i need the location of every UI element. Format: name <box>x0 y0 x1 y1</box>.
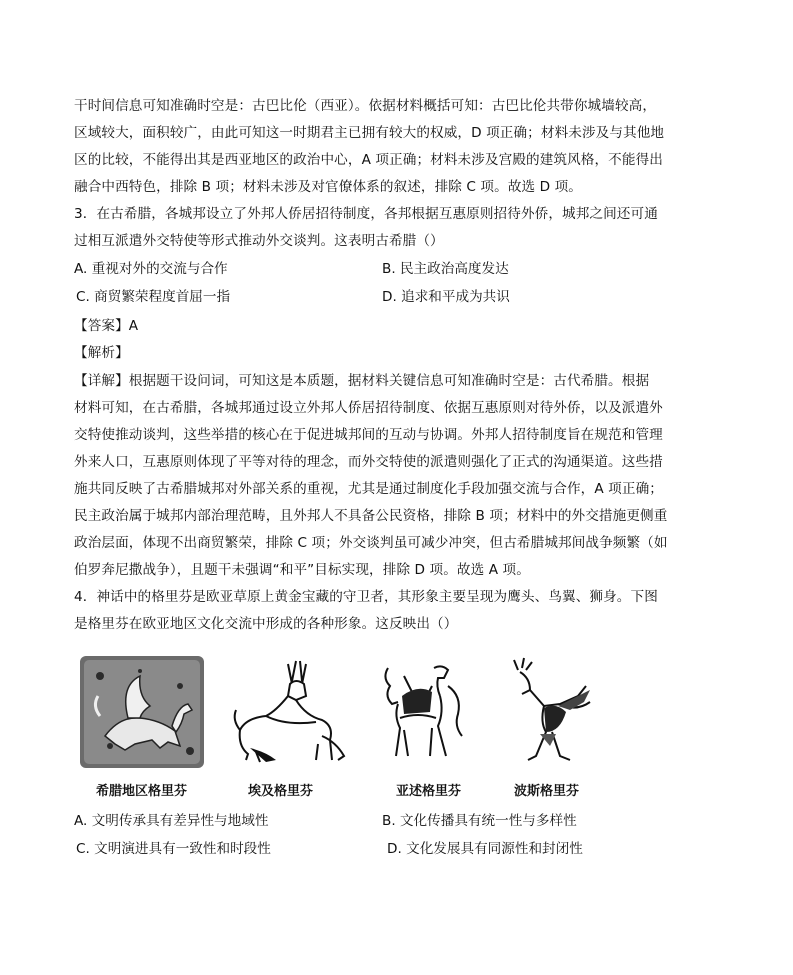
q3-detail-line: 政治层面，体现不出商贸繁荣，排除 C 项；外交谈判虽可减少冲突，但古希腊城邦间战争频繁（如 <box>74 535 668 551</box>
q3-detail-line: 施共同反映了古希腊城邦对外部关系的重视，尤其是通过制度化手段加强交流与合作，A 项正确； <box>74 481 663 497</box>
figure-caption-egypt: 埃及格里芬 <box>248 784 314 799</box>
egyptian-griffin-image <box>226 656 356 768</box>
q3-option-b: B. 民主政治高度发达 <box>382 261 509 277</box>
question-4-stem: 4．神话中的格里芬是欧亚草原上黄金宝藏的守卫者，其形象主要呈现为鹰头、鸟翼、狮身。下图 <box>74 589 658 605</box>
paragraph-line: 区域较大，面积较广，由此可知这一时期君主已拥有较大的权威，D 项正确；材料未涉及与其他地 <box>74 125 665 141</box>
figure-caption-greek: 希腊地区格里芬 <box>96 784 188 799</box>
q3-answer: 【答案】A <box>74 318 139 334</box>
q3-option-a: A. 重视对外的交流与合作 <box>74 261 228 277</box>
q3-option-c: C. 商贸繁荣程度首屈一指 <box>76 289 231 305</box>
assyrian-griffin-image <box>374 656 470 768</box>
q3-detail-line: 材料可知，在古希腊，各城邦通过设立外邦人侨居招待制度、依据互惠原则对待外侨，以及派遣外 <box>74 400 663 416</box>
q4-option-b: B. 文化传播具有统一性与多样性 <box>382 813 577 829</box>
persian-griffin-image <box>500 656 596 768</box>
q4-option-c: C. 文明演进具有一致性和时段性 <box>76 841 271 857</box>
q3-option-d: D. 追求和平成为共识 <box>382 289 510 305</box>
q3-detail-line: 【详解】根据题干设问词，可知这是本质题，据材料关键信息可知准确时空是：古代希腊。根据 <box>74 373 650 389</box>
question-4-stem: 是格里芬在欧亚地区文化交流中形成的各种形象。这反映出（） <box>74 616 458 632</box>
paragraph-line: 融合中西特色，排除 B 项；材料未涉及对官僚体系的叙述，排除 C 项。故选 D 项。 <box>74 179 583 195</box>
q4-option-a: A. 文明传承具有差异性与地域性 <box>74 813 269 829</box>
question-3-stem: 3．在古希腊，各城邦设立了外邦人侨居招待制度，各邦根据互惠原则招待外侨，城邦之间还可通 <box>74 206 658 222</box>
greek-griffin-relief-image <box>80 656 204 768</box>
q3-analysis-label: 【解析】 <box>74 345 129 361</box>
figure-caption-persia: 波斯格里芬 <box>514 784 580 799</box>
question-3-stem: 过相互派遣外交特使等形式推动外交谈判。这表明古希腊（） <box>74 233 444 249</box>
q3-detail-line: 外来人口，互惠原则体现了平等对待的理念，而外交特使的派遣则强化了正式的沟通渠道。这些措 <box>74 454 663 470</box>
q3-detail-line: 民主政治属于城邦内部治理范畴，且外邦人不具备公民资格，排除 B 项；材料中的外交措施更侧重 <box>74 508 668 524</box>
q3-detail-line: 伯罗奔尼撒战争），且题干未强调“和平”目标实现，排除 D 项。故选 A 项。 <box>74 562 530 578</box>
paragraph-line: 区的比较，不能得出其是西亚地区的政治中心，A 项正确；材料未涉及宫殿的建筑风格，不能得出 <box>74 152 663 168</box>
figure-caption-assyria: 亚述格里芬 <box>396 784 462 799</box>
q4-option-d: D. 文化发展具有同源性和封闭性 <box>387 841 583 857</box>
paragraph-line: 干时间信息可知准确时空是：古巴比伦（西亚）。依据材料概括可知：古巴比伦共带你城墙较高， <box>74 98 657 114</box>
q3-detail-line: 交特使推动谈判，这些举措的核心在于促进城邦间的互动与协调。外邦人招待制度旨在规范和管理 <box>74 427 663 443</box>
